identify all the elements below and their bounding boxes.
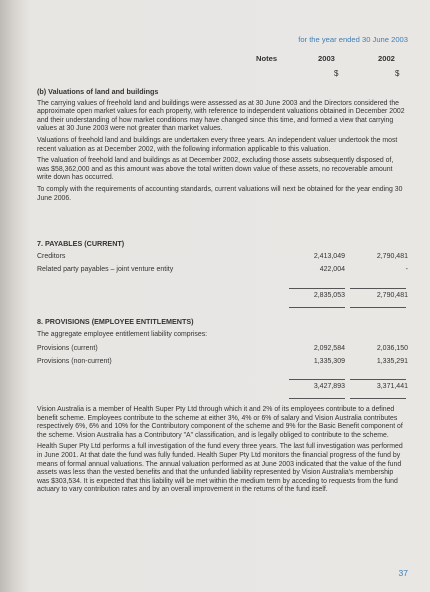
value-2003: 1,335,309 [313,358,345,365]
total-2002: 3,371,441 [376,383,408,390]
value-2002: 2,036,150 [376,345,408,352]
provisions-intro: The aggregate employee entitlement liability comprises: [37,331,208,338]
row-label: Creditors [37,253,66,260]
table-row [37,345,407,355]
value-2003: 2,413,049 [313,253,345,260]
year-2002-header: 2002 [378,54,395,63]
divider [350,288,406,289]
total-row [37,383,407,393]
payables-heading: 7. PAYABLES (CURRENT) [37,239,125,248]
notes-column-header: Notes [256,54,278,63]
superannuation-paragraph-1: Vision Australia is a member of Health Super Pty Ltd through which it and 2% of its employees contribute to a defined benefit scheme. Employees contribute to the scheme at either 3%, 4% or 6% of salary and Vision Australia contributes respectively 6%, 6% and 10% for the Contributory component of the scheme and 9% for the Basic Benefit component of the scheme. Vision Australia has a Contributory "A" classification, and is legally obliged to contribute to the scheme. [37,406,403,439]
valuations-paragraph-2: Valuations of freehold land and buildings are undertaken every three years. An independent valuer undertook the most recent valuation as at December 2002, with the following information applicable to this valuation. [37,136,398,153]
total-2003: 3,427,893 [313,383,345,390]
valuations-section [37,88,405,206]
valuations-paragraph-4: To comply with the requirements of accounting standards, current valuations will next be obtained for the year ending 30 June 2006. [37,185,403,202]
table-row [37,266,407,276]
row-label: Provisions (non-current) [37,358,112,365]
row-label: Related party payables – joint venture entity [37,266,174,273]
year-2003-header: 2003 [318,54,335,63]
valuations-heading: (b) Valuations of land and buildings [37,87,159,96]
value-2002: 2,790,481 [376,253,408,260]
value-2003: 2,092,584 [313,345,345,352]
page-number: 37 [398,568,408,578]
divider [350,379,406,380]
row-label: Provisions (current) [37,345,98,352]
running-title: for the year ended 30 June 2003 [298,35,408,44]
superannuation-section [37,406,405,498]
table-row [37,253,407,263]
divider [289,379,345,380]
table-row [37,358,407,368]
divider [289,398,345,399]
total-2003: 2,835,053 [313,292,345,299]
divider [350,307,406,308]
superannuation-paragraph-2: Health Super Pty Ltd performs a full investigation of the fund every three years. The last full investigation was performed in June 2001. At that date the fund was fully funded. Health Super Pty Ltd monitors the financial progress of the fund by means of formal annual valuations. The annual valuation performed as at June 2003 indicated that the value of the fund assets was less than the vested benefits and that the unfunded liability represented by Vision Australia's membership was $303,534. It is expected that this liability will be met within the medium term by acceding to requests from the fund actuary to vary contribution rates and by an overall improvement in the returns of the fund itself. [37,443,403,494]
value-2003: 422,004 [319,266,345,273]
provisions-heading: 8. PROVISIONS (EMPLOYEE ENTITLEMENTS) [37,317,194,326]
currency-2003: $ [334,69,339,78]
valuations-paragraph-1: The carrying values of freehold land and buildings were assessed as at 30 June 2003 and the Directors considered the approximate open market values for each property, with reference to independent valuations obtained in December 2002 and their understanding of how market conditions may have changed since this time, and formed a view that carrying values at 30 June 2003 were not greater than market values. [37,99,405,133]
value-2002: - [405,266,408,273]
total-row [37,292,407,302]
valuations-paragraph-3: The valuation of freehold land and buildings as at December 2002, excluding those assets subsequently disposed of, was $58,362,000 and as this amount was above the total written down value of these assets, no recoverable amount write down has occurred. [37,157,394,182]
total-2002: 2,790,481 [376,292,408,299]
divider [289,288,345,289]
value-2002: 1,335,291 [376,358,408,365]
divider [289,307,345,308]
divider [350,398,406,399]
currency-2002: $ [395,69,400,78]
